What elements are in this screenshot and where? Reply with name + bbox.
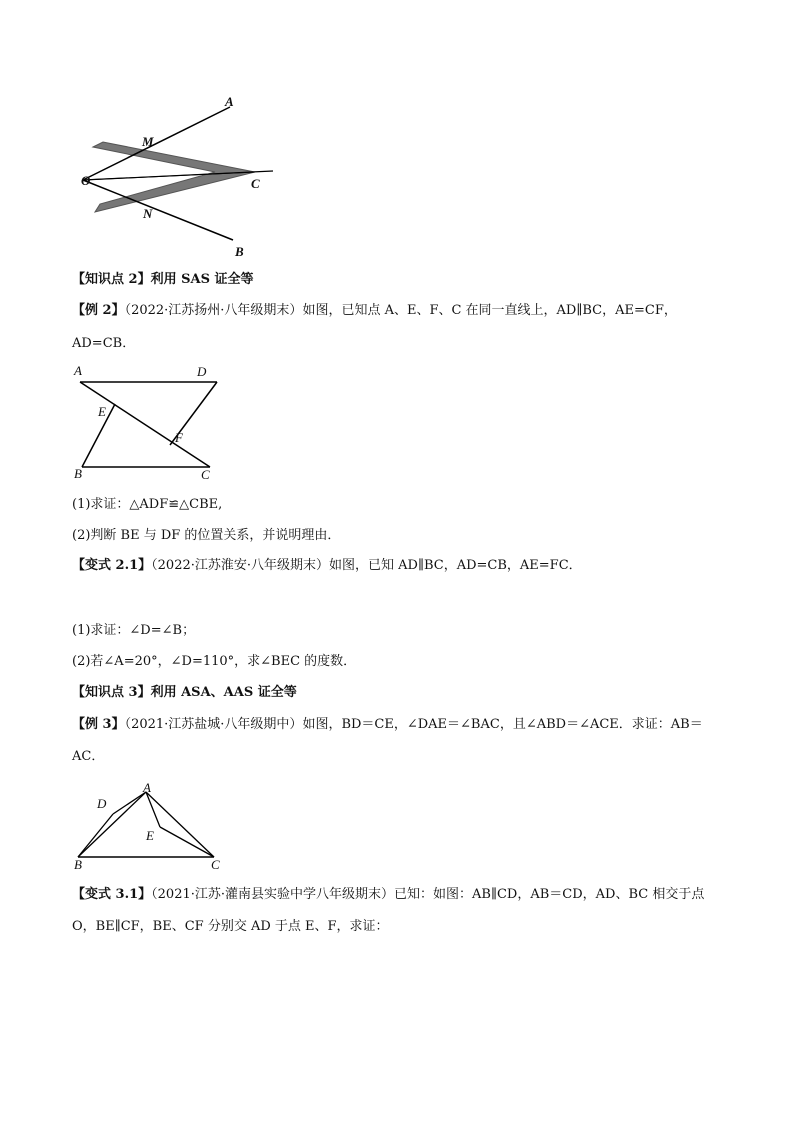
segment-da [113, 792, 146, 814]
label-E: E [146, 828, 154, 843]
label-B: B [74, 857, 82, 872]
example-2-line2: AD=CB． [72, 336, 136, 351]
example-3-line1 [72, 716, 703, 734]
label-O: O [81, 173, 91, 188]
label-A: A [143, 780, 151, 795]
variant-3-1-tag: 【变式 3.1】 [72, 887, 152, 902]
label-D: D [97, 796, 107, 811]
variant-2-1-source: （2022·江苏淮安·八年级期末） [151, 558, 330, 573]
example-3-text: 如图，BD＝CE，∠DAE＝∠BAC，且∠ABD＝∠ACE．求证：AB＝ [302, 717, 703, 732]
example-3-tag: 【例 3】 [72, 717, 125, 732]
label-C: C [201, 467, 210, 482]
segment-ab [78, 792, 146, 857]
variant-3-1-source: （2021·江苏·灌南县实验中学八年级期末） [151, 887, 395, 902]
label-F: F [175, 430, 183, 445]
variant-3-1-text: 已知：如图：AB∥CD，AB＝CD，AD、BC 相交于点 [394, 887, 705, 902]
variant-3-1-line1 [72, 886, 704, 904]
example-3-source: （2021·江苏盐城·八年级期中） [124, 717, 303, 732]
segment-bd [78, 814, 113, 857]
label-A: A [225, 94, 234, 109]
variant-2-1-question-2: (2)若∠A=20°，∠D=110°，求∠BEC 的度数． [72, 654, 357, 669]
label-A: A [74, 363, 82, 378]
example-3-line2: AC． [72, 749, 105, 764]
segment-ae [146, 792, 160, 827]
variant-2-1 [72, 557, 582, 575]
label-B: B [235, 244, 244, 259]
figure-parallelogram-diagonal [70, 360, 230, 485]
segment-ac [146, 792, 214, 857]
variant-3-1-line2: O，BE∥CF，BE、CF 分别交 AD 于点 E、F，求证： [72, 919, 389, 934]
variant-2-1-question-1: (1)求证：∠D=∠B； [72, 623, 196, 638]
knowledge-point-2: 【知识点 2】利用 SAS 证全等 [72, 272, 254, 287]
figure-triangle-abc [70, 780, 230, 875]
figure-angle-bisector-tool [75, 90, 285, 260]
example-2-question-1: (1)求证：△ADF≌△CBE, [72, 497, 223, 512]
knowledge-point-3: 【知识点 3】利用 ASA、AAS 证全等 [72, 685, 297, 700]
variant-2-1-tag: 【变式 2.1】 [72, 558, 152, 573]
example-2-question-2: (2)判断 BE 与 DF 的位置关系，并说明理由． [72, 528, 341, 543]
example-2-source: （2022·江苏扬州·八年级期末） [124, 303, 303, 318]
label-C: C [211, 857, 220, 872]
label-M: M [142, 134, 154, 149]
label-B: B [74, 466, 82, 481]
label-C: C [251, 176, 260, 191]
variant-2-1-text: 如图，已知 AD∥BC，AD=CB，AE=FC． [329, 558, 582, 573]
example-2-tag: 【例 2】 [72, 303, 125, 318]
example-2-line1 [72, 302, 677, 320]
example-2-text: 如图，已知点 A、E、F、C 在同一直线上，AD∥BC，AE=CF， [302, 303, 677, 318]
label-D: D [197, 364, 207, 379]
label-N: N [143, 206, 153, 221]
segment-ac [80, 382, 210, 467]
shaded-ruler [93, 142, 255, 212]
label-E: E [98, 404, 106, 419]
